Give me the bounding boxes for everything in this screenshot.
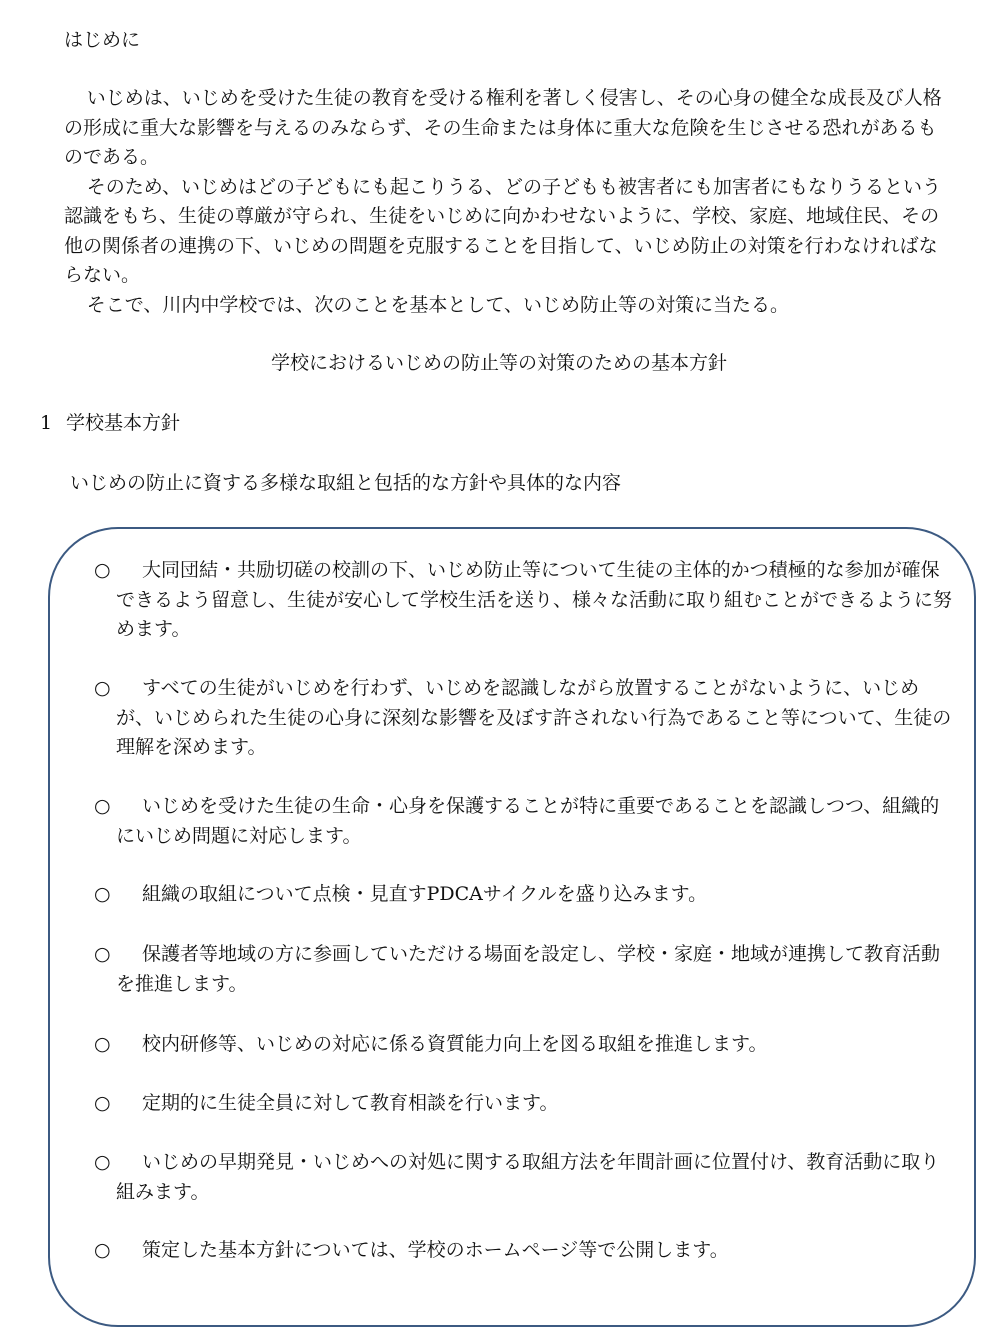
list-item-text: 策定した基本方針については、学校のホームページ等で公開します。 <box>142 1239 729 1261</box>
intro-paragraph: そこで、川内中学校では、次のことを基本として、いじめ防止等の対策に当たる。 <box>86 293 790 316</box>
section-number: 1 <box>40 412 53 434</box>
section-subtitle: いじめの防止に資する多様な取組と包括的な方針や具体的な内容 <box>70 472 622 494</box>
list-item-text: いじめの早期発見・いじめへの対処に関する取組方法を年間計画に位置付け、教育活動に取り組みます。 <box>116 1151 940 1203</box>
circle-bullet-icon: ○ <box>94 677 111 699</box>
list-item-text: 保護者等地域の方に参画していただける場面を設定し、学校・家庭・地域が連携して教育活動を推進します。 <box>116 943 941 995</box>
intro-heading: はじめに <box>64 29 141 51</box>
circle-bullet-icon: ○ <box>94 1033 111 1055</box>
circle-bullet-icon: ○ <box>94 883 111 905</box>
circle-bullet-icon: ○ <box>94 1151 111 1173</box>
list-item-text: すべての生徒がいじめを行わず、いじめを認識しながら放置することがないように、いじめが、いじめられた生徒の心身に深刻な影響を及ぼす許されない行為であること等について、生徒の理解を深めます。 <box>116 677 952 758</box>
list-item <box>94 1236 956 1266</box>
intro-paragraph: いじめは、いじめを受けた生徒の教育を受ける権利を著しく侵害し、その心身の健全な成長及び人格の形成に重大な影響を与えるのみならず、その生命または身体に重大な危険を生じさせる恐れがあるものである。 <box>64 87 942 168</box>
list-item <box>94 674 956 763</box>
list-item <box>94 1089 956 1119</box>
list-item <box>94 1030 956 1060</box>
circle-bullet-icon: ○ <box>94 1092 111 1114</box>
list-item <box>94 1148 956 1207</box>
list-item-text: 校内研修等、いじめの対応に係る資質能力向上を図る取組を推進します。 <box>142 1033 768 1055</box>
list-item <box>94 792 956 851</box>
section-title-text: 学校基本方針 <box>66 412 181 434</box>
list-item-text: 定期的に生徒全員に対して教育相談を行います。 <box>142 1092 559 1114</box>
list-item-text: いじめを受けた生徒の生命・心身を保護することが特に重要であることを認識しつつ、組織的にいじめ問題に対応します。 <box>116 795 940 847</box>
list-item-text: 大同団結・共励切磋の校訓の下、いじめ防止等について生徒の主体的かつ積極的な参加が確保できるよう留意し、生徒が安心して学校生活を送り、様々な活動に取り組むことができるように努めます。 <box>116 559 953 640</box>
circle-bullet-icon: ○ <box>94 1239 111 1261</box>
circle-bullet-icon: ○ <box>94 943 111 965</box>
list-item <box>94 940 956 999</box>
policy-title: 学校におけるいじめの防止等の対策のための基本方針 <box>270 352 727 374</box>
circle-bullet-icon: ○ <box>94 795 111 817</box>
circle-bullet-icon: ○ <box>94 559 111 581</box>
intro-paragraph: そのため、いじめはどの子どもにも起こりうる、どの子どもも被害者にも加害者にもなりうるという認識をもち、生徒の尊厳が守られ、生徒をいじめに向かわせないように、学校、家庭、地域住民、その他の関係者の連携の下、いじめの問題を克服することを目指して、いじめ防止の対策を行わなければならない。 <box>64 175 942 286</box>
list-item <box>94 880 956 910</box>
list-item-text: 組織の取組について点検・見直すPDCAサイクルを盛り込みます。 <box>142 883 708 905</box>
list-item <box>94 556 956 645</box>
